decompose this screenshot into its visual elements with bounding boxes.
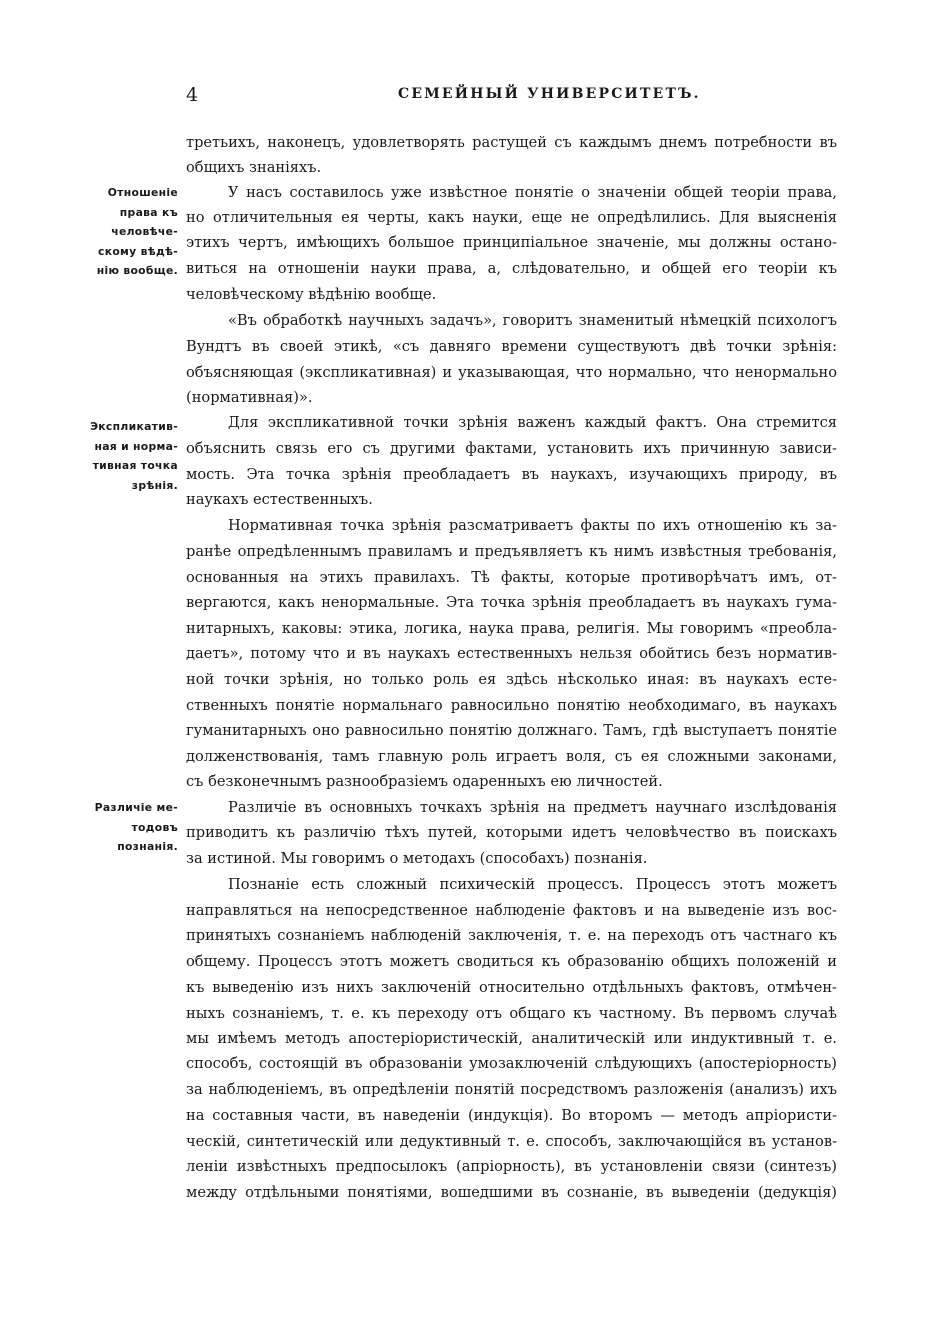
text-line: «Въ обработкѣ научныхъ задачъ», говоритъ знаменитый нѣмецкій психологъ [228,312,837,329]
text-line: третьихъ, наконецъ, удовлетворять растущей съ каждымъ днемъ потребности въ [186,134,837,151]
text-line: съ безконечнымъ разнообразіемъ одаренныхъ ею личностей. [186,773,663,790]
text-line: ранѣе опредѣленнымъ правиламъ и предъявляетъ къ нимъ извѣстныя требованія, [186,543,837,560]
margin-note-points-of-view [78,417,178,495]
text-line: ной точки зрѣнія, но только роль ея здѣсь нѣсколько иная: въ наукахъ есте- [186,671,837,688]
text-line: принятыхъ сознаніемъ наблюденій заключенія, т. е. на переходъ отъ частнаго къ [186,927,837,944]
text-line: ныхъ сознаніемъ, т. е. къ переходу отъ общаго къ частному. Въ первомъ случаѣ [186,1005,837,1022]
margin-note-line: ная и норма- [94,439,178,453]
text-line: основанныя на этихъ правилахъ. Тѣ факты, которые противорѣчатъ имъ, от- [186,569,837,586]
running-title: СЕМЕЙНЫЙ УНИВЕРСИТЕТЪ. [398,86,701,102]
text-line: Нормативная точка зрѣнія разсматриваетъ факты по ихъ отношенію къ за- [228,517,837,534]
page-header [0,84,936,108]
text-line: способъ, состоящій въ образованіи умозаключеній слѣдующихъ (апостеріорность) [186,1055,837,1072]
margin-note-line: Экспликатив- [90,420,178,433]
text-line: Для экспликативной точки зрѣнія важенъ каждый фактъ. Она стремится [228,414,837,431]
text-line: направляться на непосредственное наблюденіе фактовъ и на выведеніе изъ вос- [186,902,837,919]
text-line: но отличительныя ея черты, какъ науки, еще не опредѣлились. Для выясненія [186,209,837,226]
text-line: Познаніе есть сложный психическій процессъ. Процессъ этотъ можетъ [228,876,837,893]
text-line: объяснить связь его съ другими фактами, установить ихъ причинную зависи- [186,440,837,457]
text-line: ческій, синтетическій или дедуктивный т. е. способъ, заключающійся въ установ- [186,1133,837,1150]
text-line: общему. Процессъ этотъ можетъ сводиться къ образованію общихъ положеній и [186,953,837,970]
text-line: человѣческому вѣдѣнію вообще. [186,286,437,303]
margin-note-line: зрѣнія. [131,478,178,492]
text-line: виться на отношеніи науки права, а, слѣдовательно, и общей его теоріи къ [186,260,837,277]
text-line: (нормативная)». [186,389,313,406]
page-number: 4 [186,84,199,106]
margin-note-line: человѣче- [111,225,178,238]
text-line: вергаются, какъ ненормальные. Эта точка зрѣнія преобладаетъ въ наукахъ гума- [186,594,837,611]
text-line: Вундтъ въ своей этикѣ, «съ давняго времени существуютъ двѣ точки зрѣнія: [186,338,837,355]
margin-note-line: нію вообще. [96,264,178,277]
text-line: къ выведенію изъ нихъ заключеній относительно отдѣльныхъ фактовъ, отмѣчен- [186,979,837,996]
margin-note-line: Отношеніе [107,186,178,199]
text-line: Различіе въ основныхъ точкахъ зрѣнія на предметъ научнаго изслѣдованія [228,799,837,816]
margin-note-line: познанія. [117,840,178,853]
text-line: нитарныхъ, каковы: этика, логика, наука права, религія. Мы говоримъ «преобла- [186,620,837,637]
text-line: леніи извѣстныхъ предпосылокъ (апріорность), въ установленіи связи (синтезъ) [186,1158,837,1175]
text-line: на составныя части, въ наведеніи (индукція). Во второмъ — методъ апріористи- [186,1107,837,1124]
text-line: между отдѣльными понятіями, вошедшими въ сознаніе, въ выведеніи (дедукція) [186,1184,837,1201]
margin-note-line: тодовъ [131,820,178,834]
text-line: даетъ», потому что и въ наукахъ естественныхъ нельзя обойтись безъ норматив- [186,645,837,662]
text-line: гуманитарныхъ оно равносильно понятію должнаго. Тамъ, гдѣ выступаетъ понятіе [186,722,837,739]
margin-note-line: тивная точка [92,459,178,472]
text-line: объясняющая (экспликативная) и указывающая, что нормально, что ненормально [186,364,837,381]
text-line: мы имѣемъ методъ апостеріористическій, аналитическій или индуктивный т. е. [186,1030,837,1047]
text-line: долженствованія, тамъ главную роль играетъ воля, съ ея сложными законами, [186,748,837,765]
text-line: наукахъ естественныхъ. [186,491,373,508]
margin-note-line: скому вѣдѣ- [98,244,178,258]
margin-note-line: Различіе ме- [94,801,178,814]
text-line: приводитъ къ различію тѣхъ путей, которыми идетъ человѣчество въ поискахъ [186,824,837,841]
text-line: мость. Эта точка зрѣнія преобладаетъ въ наукахъ, изучающихъ природу, въ [186,466,837,483]
text-line: ственныхъ понятіе нормальнаго равносильно понятію необходимаго, въ наукахъ [186,697,837,714]
text-line: У насъ составилось уже извѣстное понятіе о значеніи общей теоріи права, [228,184,837,201]
text-line: за наблюденіемъ, въ опредѣленіи понятій посредствомъ разложенія (анализъ) ихъ [186,1081,837,1098]
text-line: общихъ знаніяхъ. [186,159,322,176]
text-line: за истиной. Мы говоримъ о методахъ (способахъ) познанія. [186,850,648,867]
margin-note-law-and-knowledge [78,183,178,281]
text-line: этихъ чертъ, имѣющихъ большое принципіальное значеніе, мы должны остано- [186,234,837,251]
margin-note-methods [78,798,178,857]
margin-note-line: права къ [119,205,178,219]
